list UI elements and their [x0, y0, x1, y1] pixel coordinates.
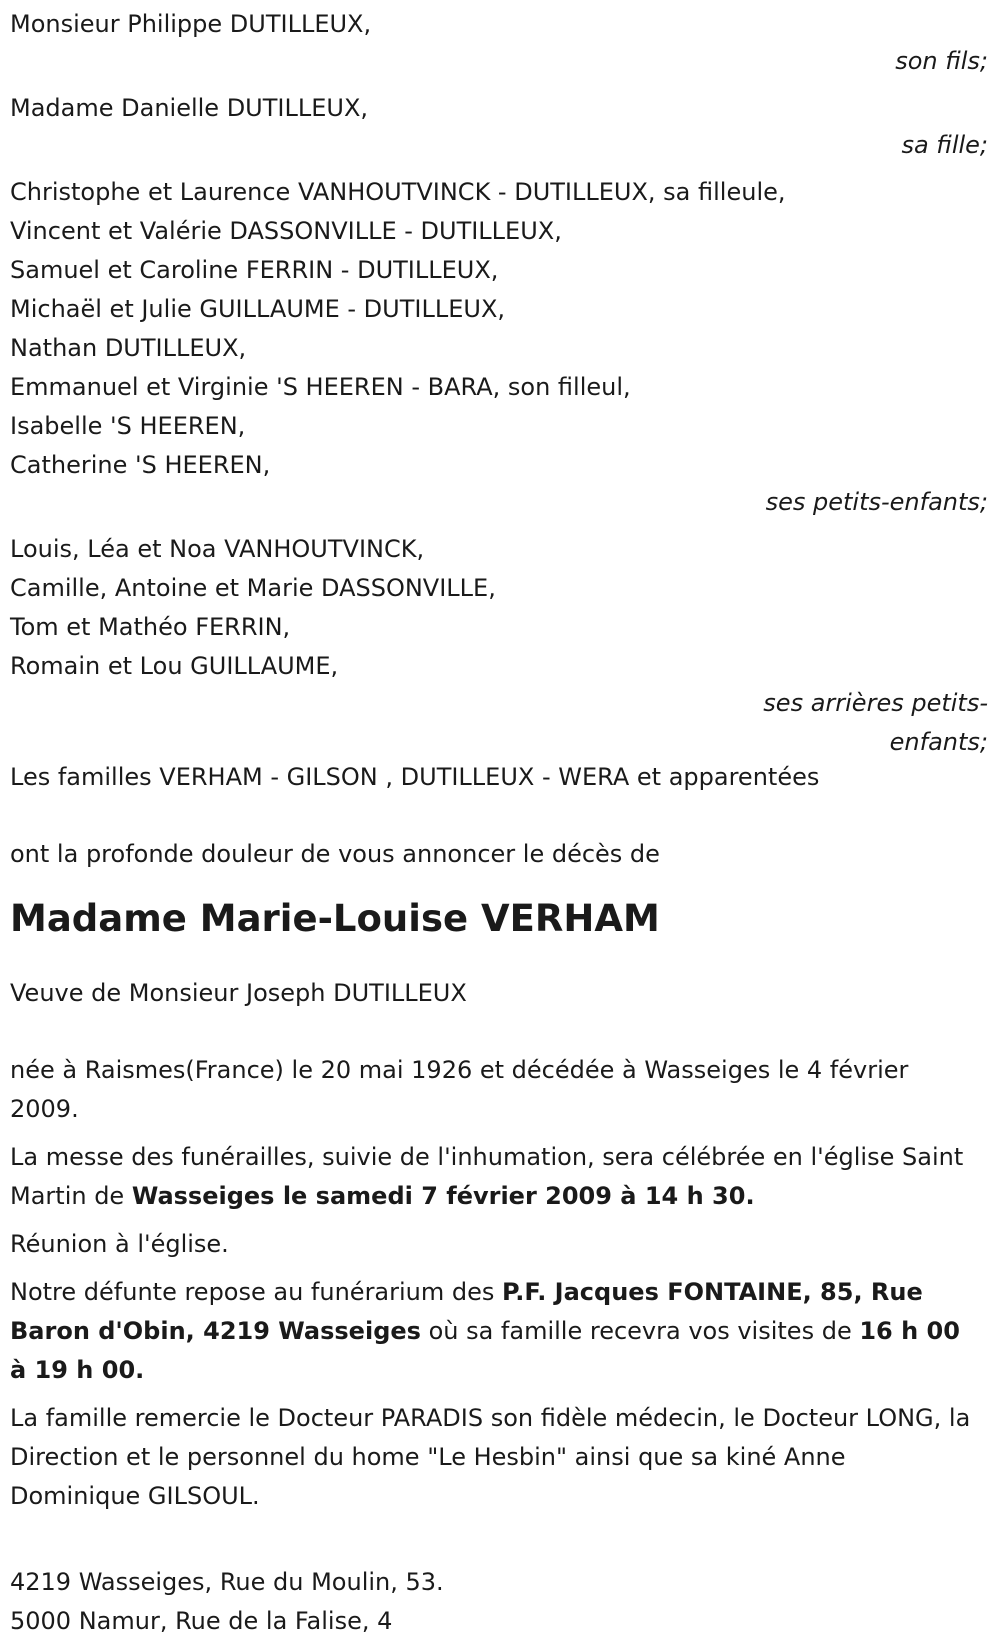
- family-member: Tom et Mathéo FERRIN,: [10, 613, 291, 641]
- families-line: Les familles VERHAM - GILSON , DUTILLEUX - WERA et apparentées: [10, 763, 820, 791]
- widow-of-text: Veuve de Monsieur Joseph DUTILLEUX: [10, 979, 467, 1007]
- family-member: Louis, Léa et Noa VANHOUTVINCK,: [10, 535, 425, 563]
- visit-hours: 16 h 00 à 19 h 00.: [10, 1317, 960, 1384]
- address-line: 4219 Wasseiges, Rue du Moulin, 53.: [10, 1568, 444, 1596]
- family-member: Michaël et Julie GUILLAUME - DUTILLEUX,: [10, 295, 506, 323]
- funerarium-text-1: Notre défunte repose au funérarium des: [10, 1278, 503, 1306]
- family-member: Romain et Lou GUILLAUME,: [10, 652, 339, 680]
- relation-label: sa fille;: [901, 131, 988, 159]
- relation-label: ses petits-enfants;: [765, 488, 988, 516]
- thanks-paragraph: La famille remercie le Docteur PARADIS son fidèle médecin, le Docteur LONG, la Direction et le personnel du home "Le Hesbin" ainsi que sa kiné Anne Dominique GILSOUL.: [10, 1404, 971, 1510]
- family-member: Camille, Antoine et Marie DASSONVILLE,: [10, 574, 496, 602]
- address-line: 5000 Namur, Rue de la Falise, 4: [10, 1607, 393, 1635]
- mass-text: La messe des funérailles, suivie de l'inhumation, sera célébrée en l'église Saint Martin de: [10, 1143, 964, 1210]
- family-group-grandchildren: [10, 173, 990, 522]
- family-group-daughter: [10, 89, 990, 165]
- family-member: Samuel et Caroline FERRIN - DUTILLEUX,: [10, 256, 499, 284]
- family-member: Monsieur Philippe DUTILLEUX,: [10, 10, 372, 38]
- family-member: Nathan DUTILLEUX,: [10, 334, 247, 362]
- meeting-text: Réunion à l'église.: [10, 1230, 229, 1258]
- family-member: Madame Danielle DUTILLEUX,: [10, 94, 369, 122]
- relation-label: son fils;: [895, 47, 988, 75]
- mass-date-time: Wasseiges le samedi 7 février 2009 à 14 h 30.: [131, 1182, 755, 1210]
- family-member: Vincent et Valérie DASSONVILLE - DUTILLEUX,: [10, 217, 562, 245]
- family-member: Catherine 'S HEEREN,: [10, 451, 271, 479]
- family-member: Emmanuel et Virginie 'S HEEREN - BARA, son filleul,: [10, 373, 631, 401]
- funerarium-paragraph: [10, 1273, 980, 1390]
- deceased-name: Madame Marie-Louise VERHAM: [10, 897, 660, 940]
- birth-death-text: née à Raismes(France) le 20 mai 1926 et décédée à Wasseiges le 4 février 2009.: [10, 1056, 909, 1123]
- relation-label: ses arrières petits-enfants;: [763, 689, 988, 756]
- family-group-son: [10, 5, 990, 81]
- family-member: Christophe et Laurence VANHOUTVINCK - DUTILLEUX, sa filleule,: [10, 178, 786, 206]
- funerarium-address: P.F. Jacques FONTAINE, 85, Rue Baron d'Obin, 4219 Wasseiges: [10, 1278, 923, 1345]
- funerarium-text-2: où sa famille recevra vos visites de: [420, 1317, 860, 1345]
- family-group-great-grandchildren: [10, 530, 990, 762]
- announcement-text: ont la profonde douleur de vous annoncer le décès de: [10, 840, 660, 868]
- mass-paragraph: [10, 1138, 980, 1216]
- family-member: Isabelle 'S HEEREN,: [10, 412, 246, 440]
